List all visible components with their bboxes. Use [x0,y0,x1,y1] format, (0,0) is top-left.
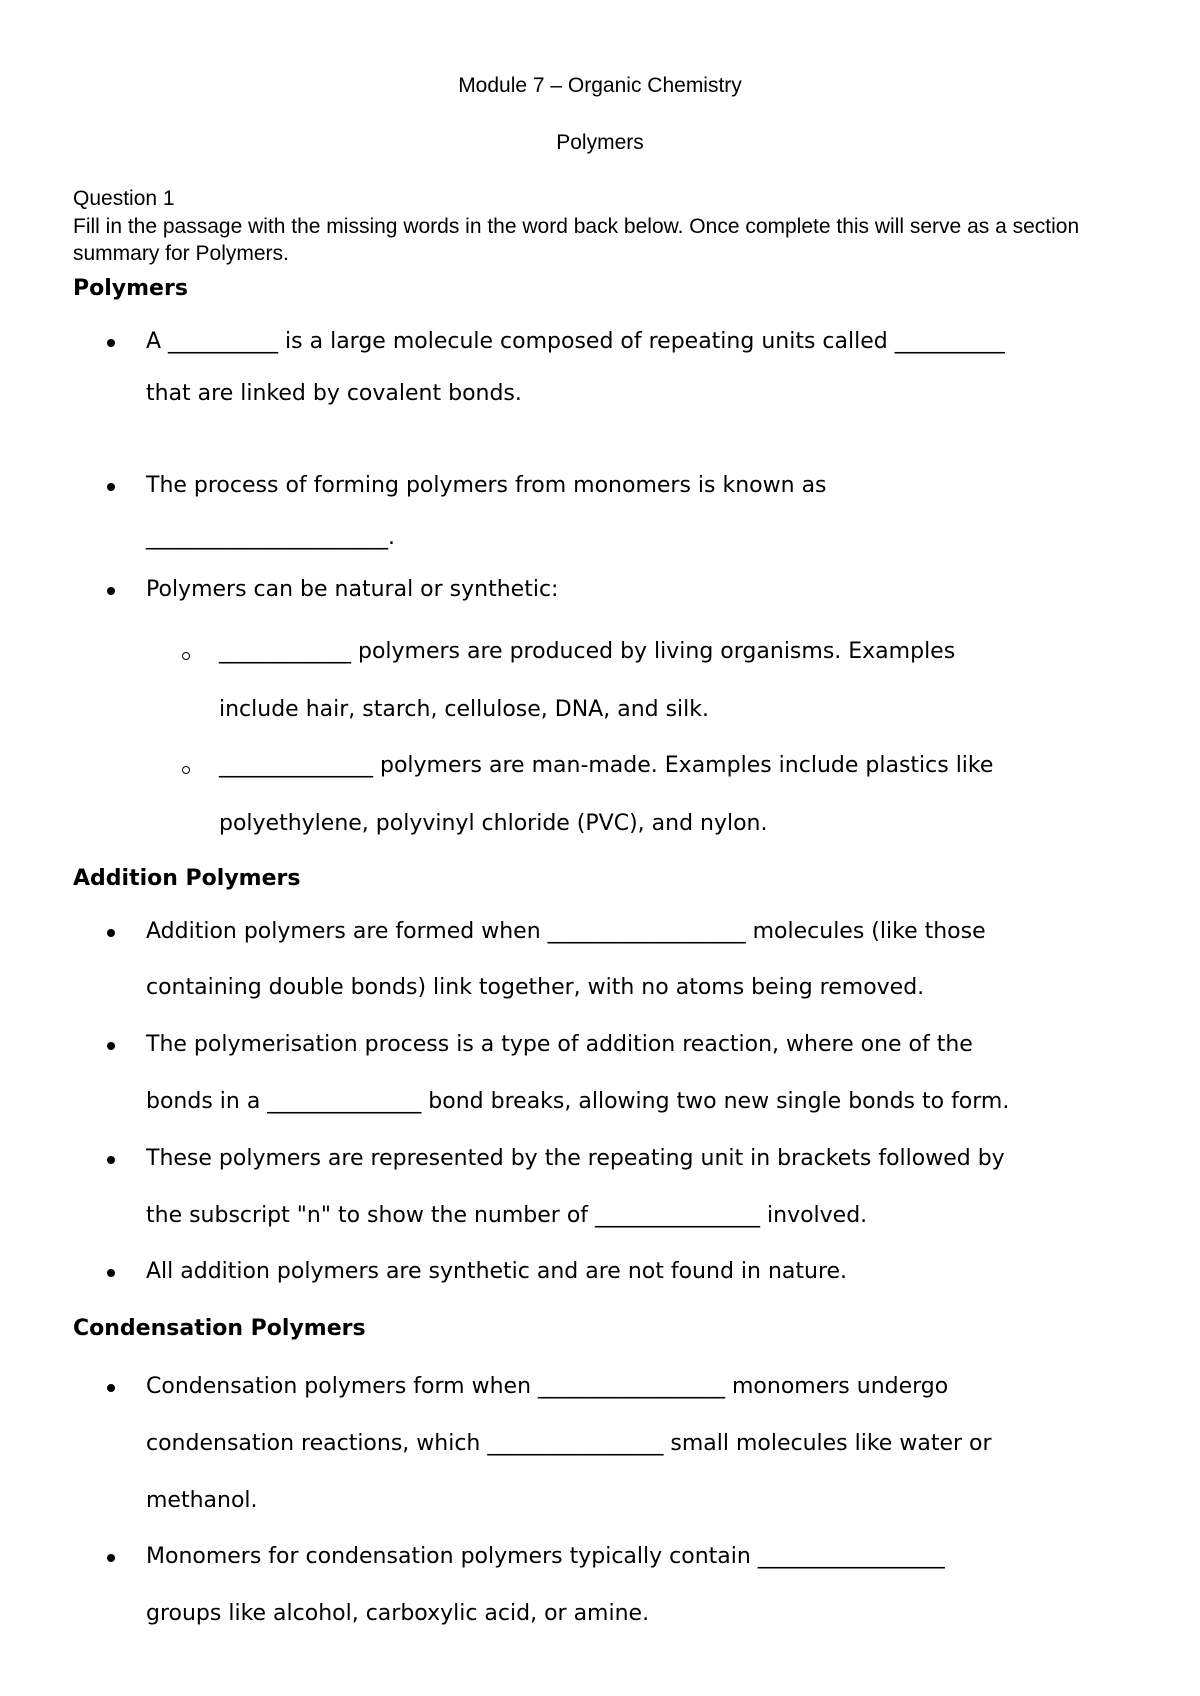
condensation-formation-line-3: methanol. [146,1488,258,1513]
question-label: Question 1 [73,187,175,210]
addition-reaction-line-2: bonds in a ______________ bond breaks, allowing two new single bonds to form. [146,1089,1010,1114]
bullet-icon [107,1156,115,1164]
condensation-formation-line-2: condensation reactions, which ________________ small molecules like water or [146,1431,992,1456]
synthetic-polymers-line-1: ______________ polymers are man-made. Examples include plastics like [219,753,994,778]
addition-synthetic-line: All addition polymers are synthetic and are not found in nature. [146,1259,848,1284]
addition-representation-line-1: These polymers are represented by the repeating unit in brackets followed by [146,1146,1005,1171]
condensation-formation-line-1: Condensation polymers form when _________________ monomers undergo [146,1374,949,1399]
bullet-icon [107,1042,115,1050]
bullet-icon [107,929,115,937]
bullet-icon [107,1269,115,1277]
bullet-icon [107,339,115,347]
sub-bullet-icon [182,652,190,660]
section-heading-condensation: Condensation Polymers [73,1316,366,1341]
polymer-definition-line-2: that are linked by covalent bonds. [146,381,522,406]
polymer-definition-line-1: A __________ is a large molecule composed of repeating units called __________ [146,329,1005,354]
condensation-monomers-line-1: Monomers for condensation polymers typically contain _________________ [146,1544,945,1569]
natural-polymers-line-1: ____________ polymers are produced by living organisms. Examples [219,639,956,664]
addition-formation-line-2: containing double bonds) link together, with no atoms being removed. [146,975,925,1000]
sub-bullet-icon [182,766,190,774]
bullet-icon [107,1384,115,1392]
section-heading-polymers: Polymers [73,276,188,301]
natural-polymers-line-2: include hair, starch, cellulose, DNA, and silk. [219,697,710,722]
condensation-monomers-line-2: groups like alcohol, carboxylic acid, or amine. [146,1601,650,1626]
addition-reaction-line-1: The polymerisation process is a type of addition reaction, where one of the [146,1032,973,1057]
addition-formation-line-1: Addition polymers are formed when __________________ molecules (like those [146,919,986,944]
natural-synthetic-line: Polymers can be natural or synthetic: [146,577,559,602]
bullet-icon [107,1554,115,1562]
section-heading-addition: Addition Polymers [73,866,301,891]
question-instructions: Fill in the passage with the missing words in the word back below. Once complete this will serve as a section summary for Polymers. [73,215,1080,265]
synthetic-polymers-line-2: polyethylene, polyvinyl chloride (PVC), and nylon. [219,811,768,836]
bullet-icon [107,587,115,595]
bullet-icon [107,483,115,491]
page-title: Module 7 – Organic Chemistry [458,74,742,97]
addition-representation-line-2: the subscript "n" to show the number of _______________ involved. [146,1203,868,1228]
polymerisation-line-2: ______________________. [146,525,395,550]
page-subtitle: Polymers [556,131,644,154]
polymerisation-line-1: The process of forming polymers from monomers is known as [146,473,827,498]
